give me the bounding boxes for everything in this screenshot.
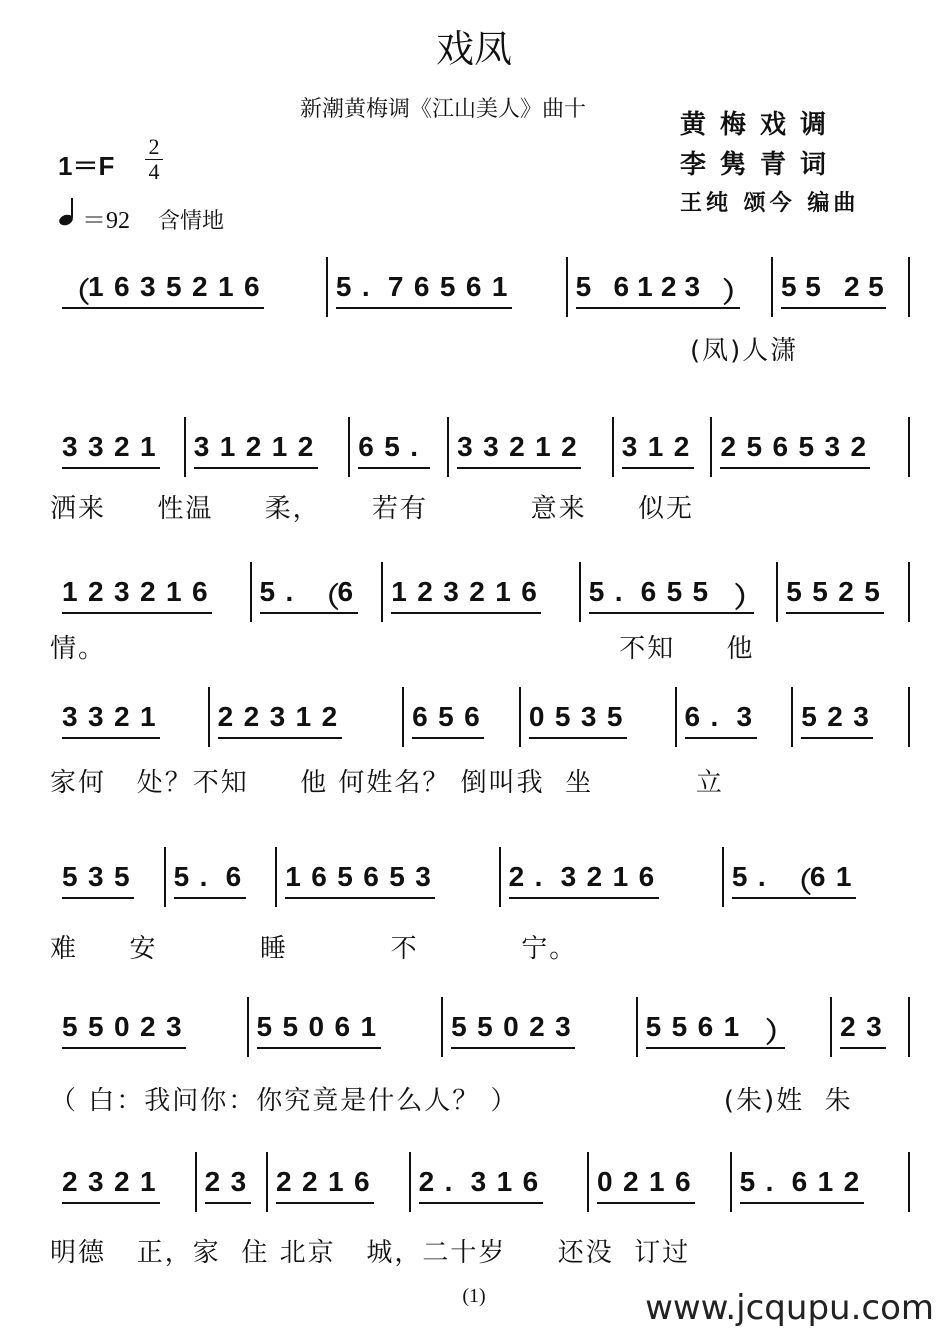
time-signature-top: 2 — [148, 134, 160, 159]
notation-symbol: . — [410, 431, 419, 462]
beam-line — [62, 897, 134, 899]
note-digit: 1 — [88, 271, 104, 302]
note-digit: 6 — [358, 431, 374, 462]
note-digit: 6 — [522, 1166, 539, 1197]
site-watermark: www.jcqupu.com — [645, 1288, 934, 1328]
note-digit: 3 — [483, 431, 499, 462]
note-digit: 3 — [166, 1011, 182, 1042]
beam-line — [740, 1202, 864, 1204]
note-digit: 5 — [671, 1011, 688, 1042]
note-digit: 5 — [588, 576, 605, 607]
note-digit: 5 — [645, 1011, 662, 1042]
note-digit: 3 — [684, 271, 701, 302]
beam-line — [685, 737, 757, 739]
notation-symbol: . — [757, 861, 766, 892]
notation-symbol: （ — [311, 582, 340, 613]
bar-line — [402, 687, 404, 747]
note-digit: 3 — [114, 576, 130, 607]
beam-line — [589, 612, 754, 614]
notation-symbol: （ — [62, 277, 91, 308]
lyric-line: （ 白：我问你：你究竟是什么人？ ） (朱)姓 朱 — [50, 1086, 853, 1116]
note-digit: 1 — [295, 701, 312, 732]
note-digit: 3 — [62, 431, 78, 462]
beam-line — [412, 737, 484, 739]
note-digit: 6 — [244, 271, 260, 302]
note-digit: 6 — [192, 576, 208, 607]
notation-symbol: . — [534, 861, 543, 892]
note-digit: 0 — [528, 701, 545, 732]
beam-line — [720, 467, 870, 469]
bar-line — [381, 562, 383, 622]
note-digit: 5 — [335, 271, 352, 302]
lyric-line: 难 安 睡 不 宁。 — [50, 934, 578, 964]
note-digit: 3 — [415, 861, 431, 892]
lyric-line: 家何 处？不知 他 何姓名？ 倒叫我 坐 立 — [50, 768, 724, 798]
beam-line — [451, 1047, 575, 1049]
note-digit: 5 — [731, 861, 748, 892]
bar-line — [908, 997, 910, 1057]
beam-line — [194, 467, 318, 469]
notation-symbol: . — [285, 576, 294, 607]
note-digit: 1 — [835, 861, 852, 892]
note-digit: 5 — [62, 1011, 78, 1042]
note-digit: 5 — [166, 271, 182, 302]
note-digit: 2 — [114, 431, 130, 462]
note-digit: 5 — [88, 1011, 104, 1042]
note-digit: 6 — [337, 576, 354, 607]
note-digit: 5 — [812, 576, 828, 607]
note-digit: 2 — [673, 431, 690, 462]
bar-line — [908, 257, 910, 317]
notation-symbol: ） — [722, 277, 751, 308]
bar-line — [908, 1152, 910, 1212]
bar-line — [566, 257, 568, 317]
beam-line — [62, 612, 212, 614]
bar-line — [447, 417, 449, 477]
note-digit: 3 — [269, 701, 286, 732]
note-digit: 1 — [219, 431, 236, 462]
note-digit: 3 — [555, 1011, 571, 1042]
bar-line — [722, 847, 724, 907]
note-digit: 0 — [597, 1166, 613, 1197]
bar-line — [587, 1152, 589, 1212]
note-digit: 1 — [140, 431, 156, 462]
bar-line — [908, 562, 910, 622]
note-digit: 2 — [586, 861, 603, 892]
bar-line — [250, 562, 252, 622]
beam-line — [509, 897, 659, 899]
note-digit: 2 — [245, 431, 262, 462]
beam-line — [174, 897, 246, 899]
note-digit: 0 — [114, 1011, 130, 1042]
notation-symbol: . — [199, 861, 208, 892]
bar-line — [208, 687, 210, 747]
note-digit: 5 — [781, 271, 797, 302]
beam-line — [62, 1202, 160, 1204]
note-digit: 5 — [438, 701, 454, 732]
note-digit: 5 — [173, 861, 190, 892]
note-digit: 2 — [114, 1166, 130, 1197]
note-digit: 2 — [302, 1166, 318, 1197]
note-digit: 3 — [230, 1166, 247, 1197]
beam-line — [285, 897, 435, 899]
note-digit: 5 — [575, 271, 592, 302]
note-digit: 5 — [868, 271, 884, 302]
bar-line — [908, 687, 910, 747]
note-digit: 2 — [297, 431, 314, 462]
note-digit: 5 — [739, 1166, 756, 1197]
beam-line — [257, 1047, 381, 1049]
note-digit: 2 — [418, 1166, 435, 1197]
note-digit: 3 — [457, 431, 473, 462]
note-digit: 1 — [360, 1011, 377, 1042]
beam-line — [457, 467, 581, 469]
note-digit: 3 — [470, 1166, 487, 1197]
note-digit: 5 — [746, 431, 763, 462]
notation-symbol: （ — [783, 867, 812, 898]
note-digit: 2 — [140, 1011, 156, 1042]
note-digit: 5 — [451, 1011, 467, 1042]
bar-line — [348, 417, 350, 477]
note-digit: 3 — [621, 431, 638, 462]
notation-symbol: . — [614, 576, 623, 607]
note-digit: 2 — [417, 576, 433, 607]
bar-line — [164, 847, 166, 907]
note-digit: 1 — [817, 1166, 834, 1197]
note-digit: 2 — [509, 431, 525, 462]
note-digit: 3 — [88, 861, 104, 892]
note-digit: 6 — [363, 861, 379, 892]
beam-line — [801, 737, 873, 739]
bar-line — [830, 997, 832, 1057]
note-digit: 2 — [217, 701, 234, 732]
bar-line — [247, 997, 249, 1057]
lyric-line: 明德 正，家 住 北京 城，二十岁 还没 订过 — [50, 1238, 691, 1268]
beam-line — [218, 737, 342, 739]
note-digit: 5 — [337, 861, 353, 892]
genre-credit: 黄梅戏调 — [680, 110, 841, 140]
note-digit: 2 — [243, 701, 260, 732]
note-digit: 1 — [647, 431, 664, 462]
beam-line — [391, 612, 541, 614]
note-digit: 5 — [864, 576, 880, 607]
note-digit: 1 — [637, 271, 653, 302]
bar-line — [730, 1152, 732, 1212]
note-digit: 5 — [805, 271, 821, 302]
note-digit: 3 — [560, 861, 577, 892]
beam-line — [419, 1202, 543, 1204]
note-digit: 6 — [791, 1166, 808, 1197]
page-number: (1) — [462, 1285, 486, 1307]
note-digit: 5 — [114, 861, 130, 892]
bar-line — [409, 1152, 411, 1212]
beam-line — [786, 612, 884, 614]
bar-line — [579, 562, 581, 622]
time-signature-bottom: 4 — [148, 159, 160, 184]
lyricist-credit: 李隽青词 — [680, 150, 841, 180]
note-digit: 3 — [140, 271, 156, 302]
note-digit: 5 — [389, 861, 405, 892]
bar-line — [184, 417, 186, 477]
note-digit: 3 — [88, 431, 104, 462]
note-digit: 5 — [384, 431, 400, 462]
note-digit: 1 — [328, 1166, 344, 1197]
note-digit: 6 — [638, 861, 655, 892]
note-digit: 1 — [496, 1166, 513, 1197]
note-digit: 5 — [798, 431, 815, 462]
bar-line — [441, 997, 443, 1057]
note-digit: 2 — [843, 1166, 860, 1197]
bar-line — [636, 997, 638, 1057]
note-digit: 6 — [772, 431, 789, 462]
note-digit: 3 — [853, 701, 869, 732]
note-digit: 2 — [276, 1166, 292, 1197]
beam-line — [576, 307, 740, 309]
note-digit: 1 — [218, 271, 234, 302]
bar-line — [195, 1152, 197, 1212]
note-digit: 6 — [465, 271, 482, 302]
bar-line — [908, 417, 910, 477]
beam-line — [358, 467, 430, 469]
note-digit: 0 — [308, 1011, 325, 1042]
note-digit: 2 — [62, 1166, 78, 1197]
composer-credit: 王纯 颂今 编曲 — [680, 190, 860, 216]
note-digit: 0 — [503, 1011, 519, 1042]
bar-line — [275, 847, 277, 907]
beam-line — [732, 897, 856, 899]
note-digit: 3 — [88, 701, 104, 732]
note-digit: 5 — [256, 1011, 273, 1042]
note-digit: 1 — [166, 576, 182, 607]
notation-symbol: . — [361, 271, 370, 302]
note-digit: 5 — [692, 576, 709, 607]
note-digit: 5 — [801, 701, 817, 732]
note-digit: 3 — [824, 431, 841, 462]
note-digit: 6 — [413, 271, 430, 302]
note-digit: 2 — [192, 271, 208, 302]
note-digit: 1 — [723, 1011, 740, 1042]
bar-line — [675, 687, 677, 747]
lyric-line: 洒来 性温 柔， 若有 意来 似无 — [50, 494, 694, 524]
note-digit: 5 — [786, 576, 802, 607]
note-digit: 6 — [613, 271, 630, 302]
note-digit: 3 — [88, 1166, 104, 1197]
lyric-line: 情。 不知 他 — [50, 634, 755, 664]
note-digit: 3 — [736, 701, 753, 732]
note-digit: 6 — [334, 1011, 351, 1042]
beam-line — [622, 467, 694, 469]
lyric-line: (凤)人潇 — [690, 336, 799, 366]
note-digit: 1 — [491, 271, 508, 302]
bar-line — [771, 257, 773, 317]
note-digit: 6 — [675, 1166, 691, 1197]
notation-symbol: ） — [734, 582, 763, 613]
note-digit: 1 — [285, 861, 301, 892]
expression-mark: 含情地 — [158, 209, 225, 234]
note-digit: 6 — [225, 861, 242, 892]
note-digit: 1 — [62, 576, 78, 607]
note-digit: 1 — [271, 431, 288, 462]
beam-line — [840, 1047, 886, 1049]
notation-symbol: . — [765, 1166, 774, 1197]
note-digit: 5 — [439, 271, 456, 302]
note-digit: 3 — [62, 701, 78, 732]
bar-line — [776, 562, 778, 622]
note-digit: 3 — [866, 1011, 882, 1042]
song-title: 戏凤 — [435, 27, 512, 71]
beam-line — [62, 1047, 186, 1049]
note-digit: 6 — [684, 701, 701, 732]
note-digit: 2 — [720, 431, 737, 462]
note-digit: 6 — [809, 861, 826, 892]
key-signature: 1＝F — [58, 151, 115, 181]
bar-line — [710, 417, 712, 477]
beam-line — [646, 1047, 786, 1049]
beam-line — [205, 1202, 251, 1204]
song-subtitle: 新潮黄梅调《江山美人》曲十 — [300, 97, 587, 122]
note-digit: 6 — [311, 861, 327, 892]
note-digit: 2 — [88, 576, 104, 607]
note-digit: 3 — [193, 431, 210, 462]
note-digit: 5 — [282, 1011, 299, 1042]
tempo-value: ＝92 — [82, 208, 130, 234]
note-digit: 2 — [321, 701, 338, 732]
note-digit: 2 — [529, 1011, 545, 1042]
bar-line — [519, 687, 521, 747]
notation-symbol: . — [710, 701, 719, 732]
note-digit: 3 — [443, 576, 459, 607]
note-digit: 5 — [259, 576, 276, 607]
bar-line — [499, 847, 501, 907]
note-digit: 2 — [140, 576, 156, 607]
note-digit: 5 — [606, 701, 623, 732]
note-digit: 1 — [391, 576, 407, 607]
note-digit: 1 — [649, 1166, 665, 1197]
note-digit: 2 — [508, 861, 525, 892]
note-digit: 5 — [554, 701, 571, 732]
note-digit: 1 — [535, 431, 551, 462]
beam-line — [781, 307, 886, 309]
note-digit: 2 — [843, 271, 860, 302]
beam-line — [62, 737, 160, 739]
note-digit: 7 — [387, 271, 404, 302]
bar-line — [791, 687, 793, 747]
note-digit: 6 — [640, 576, 657, 607]
note-digit: 2 — [840, 1011, 856, 1042]
beam-line — [62, 307, 264, 309]
bar-line — [326, 257, 328, 317]
note-digit: 1 — [140, 701, 156, 732]
bar-line — [266, 1152, 268, 1212]
note-digit: 5 — [477, 1011, 493, 1042]
note-digit: 2 — [469, 576, 485, 607]
note-digit: 1 — [140, 1166, 156, 1197]
note-digit: 2 — [204, 1166, 221, 1197]
beam-line — [336, 307, 512, 309]
note-digit: 2 — [850, 431, 867, 462]
note-digit: 5 — [62, 861, 78, 892]
time-signature — [145, 136, 163, 183]
note-digit: 2 — [827, 701, 843, 732]
beam-line — [276, 1202, 374, 1204]
beam-line — [260, 612, 358, 614]
beam-line — [597, 1202, 695, 1204]
bar-line — [612, 417, 614, 477]
notation-symbol: ） — [765, 1017, 794, 1048]
beam-line — [529, 737, 627, 739]
note-digit: 1 — [612, 861, 629, 892]
note-digit: 5 — [666, 576, 683, 607]
note-digit: 6 — [521, 576, 537, 607]
note-digit: 6 — [114, 271, 130, 302]
note-digit: 6 — [412, 701, 428, 732]
notation-symbol: . — [444, 1166, 453, 1197]
note-digit: 2 — [660, 271, 677, 302]
note-digit: 2 — [114, 701, 130, 732]
note-digit: 2 — [838, 576, 854, 607]
note-digit: 2 — [561, 431, 577, 462]
note-digit: 1 — [495, 576, 511, 607]
note-digit: 2 — [623, 1166, 639, 1197]
note-digit: 3 — [580, 701, 597, 732]
beam-line — [62, 467, 160, 469]
note-digit: 6 — [464, 701, 480, 732]
note-digit: 6 — [697, 1011, 714, 1042]
note-digit: 6 — [354, 1166, 370, 1197]
